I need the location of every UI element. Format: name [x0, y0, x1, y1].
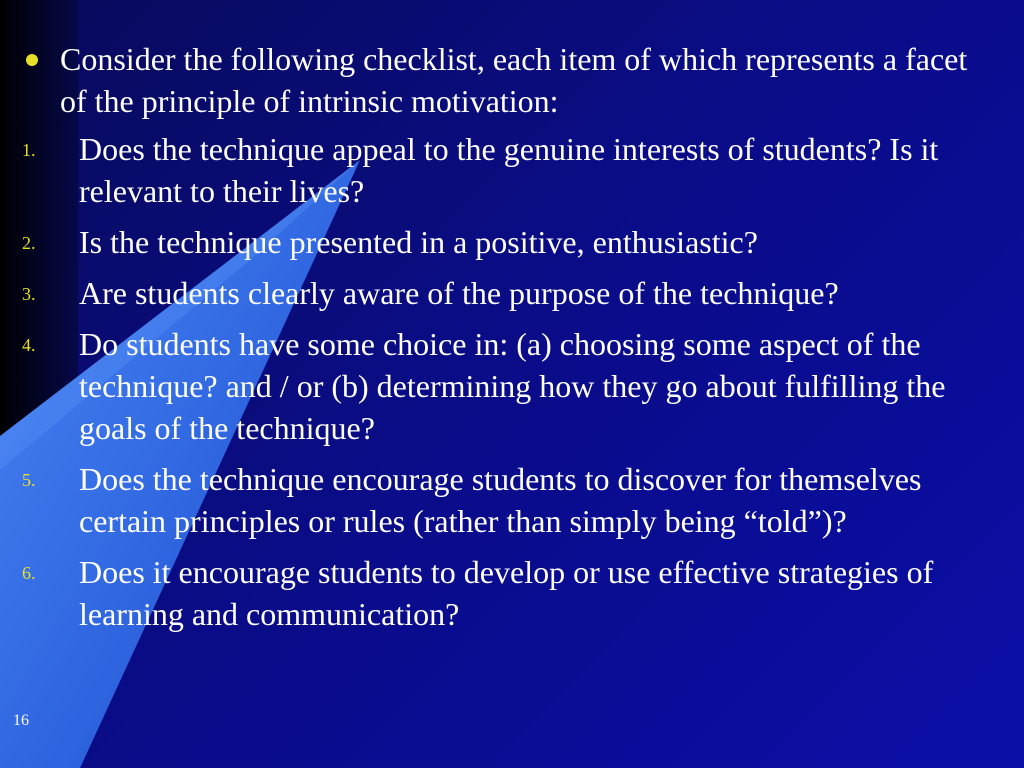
slide-content [22, 38, 997, 644]
checklist-item-4 [22, 323, 997, 449]
checklist [22, 128, 997, 635]
checklist-item-2 [22, 221, 997, 263]
item-number: 5. [22, 470, 36, 490]
bullet-dot-icon [26, 54, 38, 66]
item-text: Is the technique presented in a positive, enthusiastic? [79, 224, 758, 260]
checklist-item-1 [22, 128, 997, 212]
item-number: 4. [22, 335, 36, 355]
item-number: 1. [22, 140, 36, 160]
item-text: Are students clearly aware of the purpose of the technique? [79, 275, 839, 311]
slide-number: 16 [13, 712, 29, 729]
item-number: 3. [22, 284, 36, 304]
item-text: Does the technique encourage students to discover for themselves certain principles or rules (rather than simply being “told”)? [79, 461, 922, 539]
item-text: Do students have some choice in: (a) choosing some aspect of the technique? and / or (b) determining how they go about fulfilling the goals of the technique? [79, 326, 946, 446]
item-text: Does the technique appeal to the genuine interests of students? Is it relevant to their lives? [79, 131, 939, 209]
item-number: 2. [22, 233, 36, 253]
checklist-item-5 [22, 458, 997, 542]
checklist-item-6 [22, 551, 997, 635]
item-text: Does it encourage students to develop or use effective strategies of learning and communication? [79, 554, 934, 632]
checklist-item-3 [22, 272, 997, 314]
item-number: 6. [22, 563, 36, 583]
intro-text: Consider the following checklist, each item of which represents a facet of the principle of intrinsic motivation: [60, 41, 968, 119]
intro-paragraph [22, 38, 997, 122]
